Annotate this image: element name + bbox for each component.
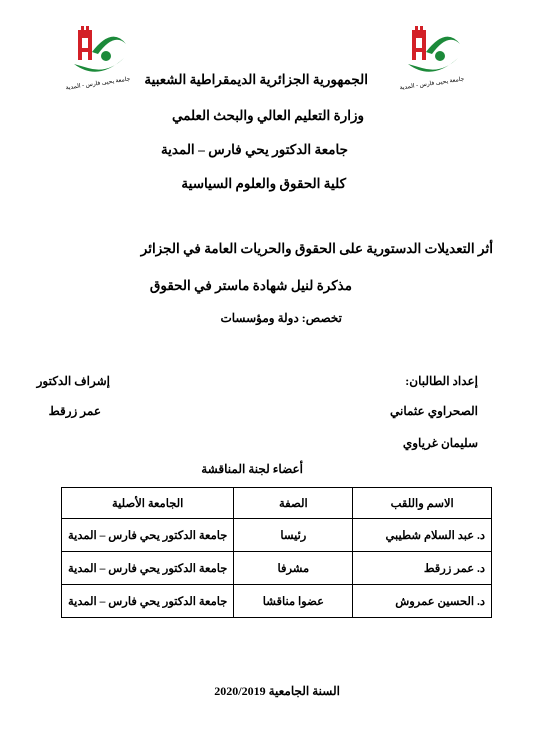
table-row xyxy=(62,519,492,552)
supervisor-name: عمر زرقط xyxy=(48,404,101,418)
faculty-name: كلية الحقوق والعلوم السياسية xyxy=(181,176,346,191)
ministry-name: وزارة التعليم العالي والبحث العلمي xyxy=(171,108,364,123)
column-header-name: الاسم واللقب xyxy=(353,488,492,519)
specialty-line: تخصص: دولة ومؤسسات xyxy=(220,311,342,325)
logo-caption-right: جامعة يحيى فارس - المدية xyxy=(399,76,465,92)
member-role: مشرفا xyxy=(234,552,353,585)
member-name: د. عمر زرقط xyxy=(353,552,492,585)
student-name-2: سليمان غرياوي xyxy=(402,436,478,450)
student-name-1: الصحراوي عثماني xyxy=(389,404,478,418)
committee-title: أعضاء لجنة المناقشة xyxy=(201,462,303,476)
academic-year: السنة الجامعية 2020/2019 xyxy=(214,684,340,698)
thesis-title: أثر التعديلات الدستورية على الحقوق والحريات العامة في الجزائر xyxy=(140,241,493,256)
supervisor-label: إشراف الدكتور xyxy=(36,374,110,388)
column-header-university: الجامعة الأصلية xyxy=(62,488,234,519)
committee-table xyxy=(61,487,492,618)
member-university: جامعة الدكتور يحي فارس – المدية xyxy=(62,552,234,585)
member-role: رئيسا xyxy=(234,519,353,552)
table-header-row xyxy=(62,488,492,519)
university-logo-left xyxy=(68,22,128,82)
students-label: إعداد الطالبان: xyxy=(405,374,478,388)
column-header-role: الصفة xyxy=(234,488,353,519)
member-university: جامعة الدكتور يحي فارس – المدية xyxy=(62,585,234,618)
member-name: د. الحسين عمروش xyxy=(353,585,492,618)
member-name: د. عبد السلام شطيبي xyxy=(353,519,492,552)
member-role: عضوا مناقشا xyxy=(234,585,353,618)
degree-line: مذكرة لنيل شهادة ماستر في الحقوق xyxy=(149,278,352,293)
republic-name: الجمهورية الجزائرية الديمقراطية الشعبية xyxy=(144,72,368,87)
university-logo-right xyxy=(402,22,462,82)
table-row xyxy=(62,585,492,618)
logo-caption-left: جامعة يحيى فارس - المدية xyxy=(65,76,131,92)
member-university: جامعة الدكتور يحي فارس – المدية xyxy=(62,519,234,552)
table-row xyxy=(62,552,492,585)
university-name: جامعة الدكتور يحي فارس – المدية xyxy=(160,142,348,157)
